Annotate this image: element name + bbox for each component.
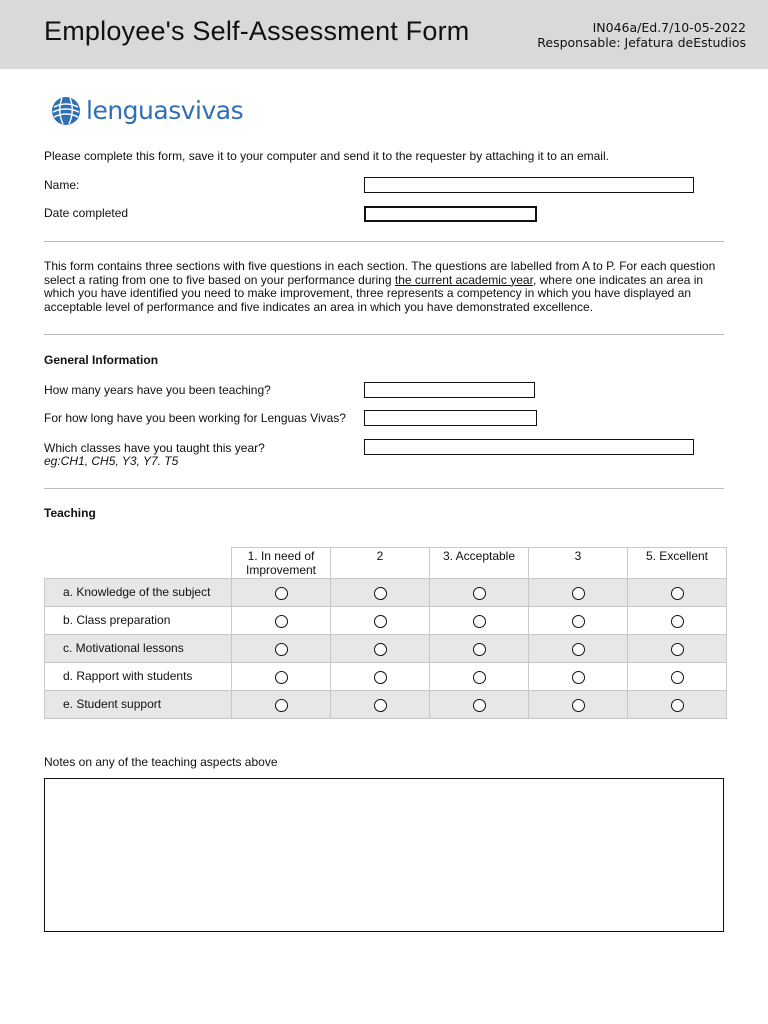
notes-label: Notes on any of the teaching aspects above [44,755,278,769]
rating-cell [331,635,430,663]
rating-cell [331,579,430,607]
rating-column-header: 1. In need of Improvement [232,548,331,579]
header-corner [45,548,232,579]
rating-radio[interactable] [473,671,486,684]
divider [44,334,724,335]
general-information-heading: General Information [44,353,159,367]
rating-cell [628,607,727,635]
years-teaching-label: How many years have you been teaching? [44,383,271,397]
name-field[interactable] [364,177,694,193]
intro-text: Please complete this form, save it to your computer and send it to the requester by attaching it to an email. [44,149,609,163]
rating-radio[interactable] [671,699,684,712]
instructions-part-1: This form contains three sections with five questions in each section. The questions are labelled from A to P. For each question select a rating from one to five based on your performance during [44,259,716,287]
page-header [0,0,768,69]
rating-column-header: 2 [331,548,430,579]
row-label: c. Motivational lessons [45,635,232,663]
date-label: Date completed [44,206,129,220]
rating-cell [331,607,430,635]
teaching-heading: Teaching [44,506,96,520]
row-label: d. Rapport with students [45,663,232,691]
rating-cell [430,663,529,691]
rating-cell [529,579,628,607]
rating-radio[interactable] [374,615,387,628]
table-row [45,663,727,691]
table-row [45,691,727,719]
rating-cell [430,579,529,607]
rating-cell [430,607,529,635]
rating-column-header: 3. Acceptable [430,548,529,579]
classes-taught-hint: eg:CH1, CH5, Y3, Y7. T5 [44,454,179,468]
rating-radio[interactable] [275,587,288,600]
rating-radio[interactable] [572,587,585,600]
rating-radio[interactable] [671,587,684,600]
instructions-paragraph [44,260,724,314]
rating-radio[interactable] [473,615,486,628]
row-label: e. Student support [45,691,232,719]
rating-radio[interactable] [374,587,387,600]
years-working-label: For how long have you been working for Lenguas Vivas? [44,411,346,425]
rating-cell [628,635,727,663]
rating-radio[interactable] [275,615,288,628]
globe-icon [51,96,81,126]
rating-radio[interactable] [374,699,387,712]
years-teaching-field[interactable] [364,382,535,398]
rating-radio[interactable] [275,699,288,712]
row-label: b. Class preparation [45,607,232,635]
rating-radio[interactable] [572,671,585,684]
instructions-part-2: , where one indicates an area in which you have identified you need to make improvement, three represents a competency in which you have displayed an acceptable level of performance and five indicates an area in which you have demonstrated excellence. [44,272,704,314]
form-title: Employee's Self-Assessment Form [44,16,470,46]
rating-radio[interactable] [572,643,585,656]
notes-textarea[interactable] [44,778,724,932]
rating-cell [529,607,628,635]
rating-cell [430,691,529,719]
rating-cell [232,691,331,719]
rating-column-header: 3 [529,548,628,579]
rating-cell [628,691,727,719]
rating-radio[interactable] [374,643,387,656]
rating-radio[interactable] [671,615,684,628]
rating-radio[interactable] [473,643,486,656]
divider [44,488,724,489]
classes-taught-label: Which classes have you taught this year? [44,441,265,455]
classes-taught-field[interactable] [364,439,694,455]
rating-cell [331,663,430,691]
rating-radio[interactable] [671,643,684,656]
table-row [45,607,727,635]
rating-cell [232,607,331,635]
rating-cell [430,635,529,663]
rating-column-header: 5. Excellent [628,548,727,579]
rating-radio[interactable] [473,587,486,600]
table-row [45,579,727,607]
years-working-field[interactable] [364,410,537,426]
rating-radio[interactable] [275,643,288,656]
rating-cell [529,691,628,719]
rating-cell [232,579,331,607]
document-responsable: Responsable: Jefatura deEstudios [537,35,746,50]
rating-cell [628,663,727,691]
rating-radio[interactable] [275,671,288,684]
logo-wordmark: lenguasvivas [86,95,244,125]
rating-radio[interactable] [671,671,684,684]
teaching-rating-table [44,547,727,719]
table-row [45,635,727,663]
name-label: Name: [44,178,80,192]
rating-cell [232,663,331,691]
rating-header-row [45,548,727,579]
rating-cell [529,663,628,691]
logo [51,96,243,126]
rating-cell [529,635,628,663]
rating-cell [232,635,331,663]
document-meta [537,20,746,50]
rating-cell [628,579,727,607]
divider [44,241,724,242]
rating-radio[interactable] [572,615,585,628]
date-field[interactable] [364,206,537,222]
instructions-underlined: the current academic year [394,272,533,287]
document-code: IN046a/Ed.7/10-05-2022 [592,20,746,35]
rating-radio[interactable] [374,671,387,684]
rating-radio[interactable] [473,699,486,712]
rating-radio[interactable] [572,699,585,712]
row-label: a. Knowledge of the subject [45,579,232,607]
rating-cell [331,691,430,719]
